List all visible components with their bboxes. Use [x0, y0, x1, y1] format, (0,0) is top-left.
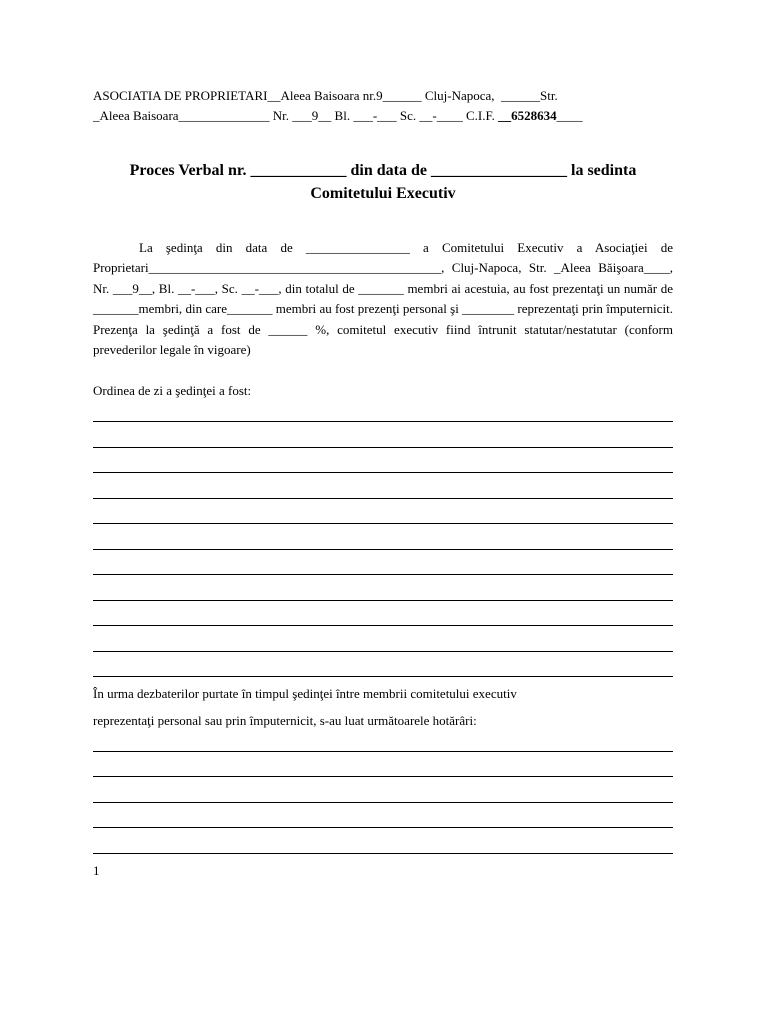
cif-value: __6528634: [498, 108, 557, 123]
intro-paragraph: [93, 238, 673, 360]
agenda-blank-line: [93, 600, 673, 601]
decisions-intro-line-2: reprezentaţi personal sau prin împuternicit, s-au luat următoarele hotărâri:: [93, 713, 477, 728]
header-address: _Aleea Baisoara______________ Nr. ___9__ Bl. ___-___ Sc. __-____ C.I.F.: [93, 108, 499, 123]
agenda-blank-line: [93, 549, 673, 550]
agenda-blank-line: [93, 421, 673, 422]
decisions-blank-line: [93, 802, 673, 803]
header-line-1: ASOCIATIA DE PROPRIETARI__Aleea Baisoara nr.9______ Cluj-Napoca, ______Str.: [93, 88, 558, 103]
agenda-blank-line: [93, 676, 673, 677]
agenda-blank-line: [93, 447, 673, 448]
agenda-blank-line: [93, 523, 673, 524]
decisions-blank-line: [93, 827, 673, 828]
document-title-line-2: Comitetului Executiv: [310, 185, 456, 202]
agenda-blank-line: [93, 574, 673, 575]
agenda-blank-line: [93, 472, 673, 473]
decisions-blank-line: [93, 751, 673, 752]
decisions-blank-line: [93, 776, 673, 777]
intro-paragraph-text: La şedinţa din data de ________________ a Comitetului Executiv a Asociaţiei de Proprietari_____________________________________________, Cluj-Napoca, Str. _Aleea Băişoara____, Nr. ___9__, Bl. __-___, Sc. __-___, din totalul de _______ membri ai acestuia, au fost prezentaţi un număr de _______membri, din care_______ membri au fost prezenţi personal şi ________ reprezentaţi prin împuternicit. Prezenţa la şedinţă a fost de ______ %, comitetul executiv fiind întrunit statutar/nestatutar (conform prevederilor legale în vigoare): [93, 240, 673, 358]
decisions-blank-line: [93, 853, 673, 854]
agenda-blank-line: [93, 625, 673, 626]
page-number: 1: [93, 863, 100, 878]
agenda-blank-line: [93, 498, 673, 499]
header-suffix: ____: [556, 108, 583, 123]
agenda-blank-line: [93, 651, 673, 652]
header-line-2: [93, 108, 583, 123]
agenda-label: Ordinea de zi a şedinţei a fost:: [93, 383, 252, 398]
document-title-line-1: Proces Verbal nr. ____________ din data de _________________ la sedinta: [129, 162, 637, 179]
decisions-intro-line-1: În urma dezbaterilor purtate în timpul şedinţei între membrii comitetului executiv: [93, 686, 517, 701]
